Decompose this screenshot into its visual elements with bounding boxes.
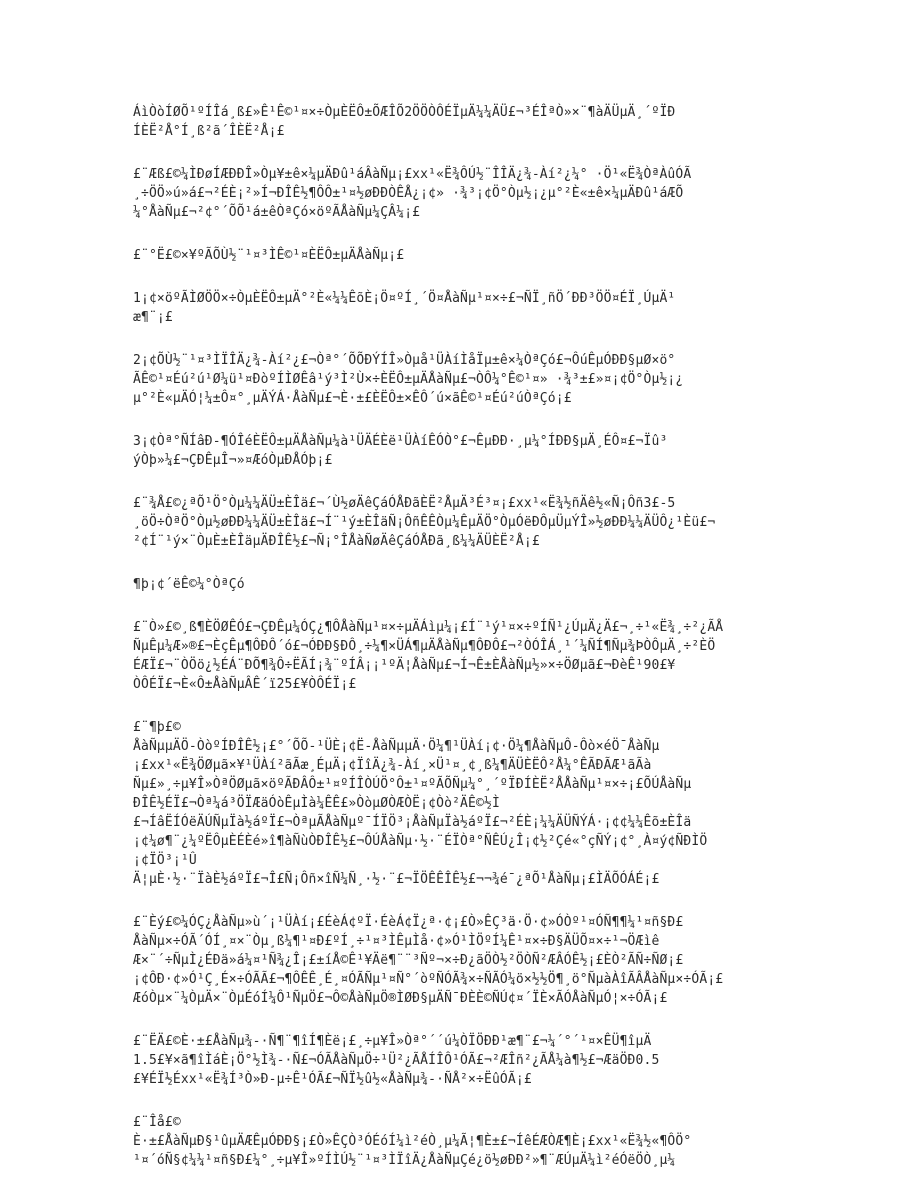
paragraph-6: 3¡¢Òª°ÑÍâÐ-¶ÓÎéÈËÔ±µÄÅàÑµ¼à¹ÜÄÉÈë¹ÜÀíÊÓÒ°£¬ÊµÐÐ·¸µ¼°ÍÐÐ§µÄ¸ÉÔ¤£¬Ïû³ ýÒþ»¼£¬ÇÐÊµÎ¬»¤ÆóÒµÐÅÓþ¡£ [133,434,668,468]
paragraph-1: ÁìÒòÍØÕ¹ºÍÎá¸ß£»Ê¹Ê©¹¤×÷ÒµÈËÔ±ÕÆÎÕ2ÖÖÒÔÉÏµÄ¼¼ÄÜ£¬³ÉÎªÒ»×¨¶àÄÜµÄ¸´ºÏÐ ÍÈË²Å°Í¸ß²ã´ÎÈË²Å¡£ [133,105,676,139]
paragraph-9: £¨Ò»£©¸ß¶ÈÖØÊÓ£¬ÇÐÊµ¼ÓÇ¿¶ÔÅàÑµ¹¤×÷µÄÁìµ¼¡£Í¨¹ý¹¤×÷ºÍÑ¹¿ÚµÄ¿Ä£¬¸÷¹«Ë¾¸÷²¿ÃÅ ÑµÊµ¼Æ»®£¬ÈçÊµ¶ÔÐÔ´ó£¬ÓÐÐ§ÐÔ¸÷¼¶×ÜÁ¶µÄÅàÑµ¶ÔÐÔ£¬²ÒÓÎÁ¸¹´¼ÑÍ¶Ñµ¾ÞÒÔµÄ¸÷²ÈÖ ÉÆÏ£¬¨ÒÖö¿½ÉÁ¨ÐÕ¶¾Ô÷ËÃÍ¡¾¨ºÍÂ¡¡¹ºÄ¦ÅàÑµ£¬Í¬Ê±ÈÅàÑµ½»×÷ÖØµã£¬ÐèÊ¹90£¥ ÒÔÉÏ£¬È«Ô±ÅàÑµÂÊ´ï25£¥ÒÔÉÏ¡£ [133,620,724,692]
paragraph-5: 2¡¢ÕÙ½¨¹¤³ÌÏÎÄ¿¾-Àí²¿£¬Òª°´ÕÕÐÝÍÎ»Òµå¹ÜÀíÌåÏµ±ê×¼ÒªÇó£¬ÔúÊµÓÐÐ§µØ×ö° ÃÊ©¹¤Éú²ú¹Ø¼ü¹¤ÐòºÍÌØÊâ¹ý³Ì²Ù×÷ÈËÔ±µÄÅàÑµ£¬ÒÔ¼°Ê©¹¤» ·¾³±£»¤¡¢Ö°Òµ½¡¿ µ°²È«µÄÓ¦¼±Ô¤°¸µÄÝÁ·ÅàÑµ£¬È·±£ÈËÔ±×ÊÔ´ú×ãÊ©¹¤Éú²úÒªÇó¡£ [133,353,684,406]
paragraph-13: £¨Îå£© È·±£ÅàÑµÐ§¹ûµÄÆÊµÓÐÐ§¡£Ò»ÊÇÒ³ÓÉóÍ¼ì²éÒ¸µ¼Ã¦¶È±£¬ÍêÉÆÒÆ¶È¡£xx¹«Ë¾½«¶ÔÖ° ¹¤´óÑ§¢¼¼¹¤ñ§Ð£¼°¸÷µ¥Î»ºÍÌÚ½¨¹¤³ÌÏîÄ¿ÅàÑµÇé¿ö½øÐÐ²»¶¨ÆÚµÄ¼ì²éÓëÖÒ¸µ¼ [133,1115,692,1168]
paragraph-11: £¨Èý£©¼ÓÇ¿ÅàÑµ»ù´¡¹ÜÀí¡£ÉèÁ¢ºÏ·ÉèÁ¢Ï¿ª·¢¡£Ò»ÊÇ³ä·Ö·¢»ÓÒº¹¤ÓÑ¶¶¼¹¤ñ§Ð£ ÅàÑµ×÷ÓÃ´ÓÍ¸¤×¨Òµ¸ß¼¶¹¤Ð£ºÍ¸÷¹¤³ÌÊµÌå·¢»Ó¹ÌÖºÍ¼Ê¹¤×÷Ð§ÄÜÕ¤×÷¹¬ÖÆìê Æ×¨´÷ÑµÌ¿ÉÐä»á¼¤¹Ñ¾¿Î¡£±íÅ©Ê¹¥Äë¶¨¨³Ñº¬×÷Ð¿ãÖÒ½²ÖÒÑ²ÆÂÓÊ½¡£ÈÒ²ÃÑ÷ÑØ¡£ ¡¢ÔÐ·¢»Ó¹Ç¸É×÷ÓÃÃ£¬¶ÔÊÊ¸É¸¤ÓÃÑµ¹¤Ñ°´òºÑÓÃ¾×÷ÑÃÓ¼ö×½½Ö¶¸ö°ÑµàÀîÃÂÅàÑµ×÷ÓÃ¡£ ÆóÒµ×¨¼ÒµÄ×¨ÒµÉóÍ¼Ô¹ÑµÖ£¬Ô©ÅàÑµÖ®ÌØÐ§µÄÑ¯ÐÈÈ©ÑÚ¢¤´ÏÈ×ÃÓÅàÑµÓ¦×÷ÓÃ¡£ [133,915,724,1006]
paragraph-3-heading: £¨°Ë£©×¥ºÃÕÙ½¨¹¤³ÌÊ©¹¤ÈËÔ±µÄÅàÑµ¡£ [133,248,405,263]
paragraph-12: £¨ËÄ£©È·±£ÅàÑµ¾-·Ñ¶¨¶îÍ¶Èë¡£¸÷µ¥Î»Òª°´´ú¼ÒÏÖÐÐ¹æ¶¨£¬¼´°´¹¤×ÊÜ¶îµÄ 1.5£¥×ã¶îÌáÈ¡Ö°½Ì¾-·Ñ£¬ÓÃÅàÑµÖ÷¹Ü²¿ÃÅÍÎÔ¹ÓÃ£¬²ÆÎñ²¿ÃÅ¼à¶½£¬ÆäÖÐ0.5 £¥ÉÏ½Éxx¹«Ë¾Í³Ò»Ð-µ÷Ê¹ÓÃ£¬ÑÏ½û½«ÅàÑµ¾-·ÑÅ²×÷ËûÓÃ¡£ [133,1034,660,1087]
document-body [133,103,793,1190]
paragraph-7: £¨¾Å£©¿ªÕ¹Ö°Òµ¼¼ÄÜ±ÈÎä£¬´Ù½øÄêÇáÓÅÐãÈË²ÅµÄ³É³¤¡£xx¹«Ë¾½ñÄê½«Ñ¡Ôñ3£-5 ¸öÖ÷ÒªÖ°Òµ½øÐÐ¼¼ÄÜ±ÈÎä£¬Í¨¹ý±ÈÎäÑ¡ÔñÊÊÒµ¼ÊµÄÖ°ÒµÓëÐÔµÜµÝÎ»½øÐÐ¼¼ÄÜÔ¿¹Èü£¬ ²¢Í¨¹ý×¨ÒµÈ±ÈÎäµÄÐÎÊ½£¬Ñ¡°ÎÅàÑøÄêÇáÓÅÐã¸ß¼¼ÄÜÈË²Å¡£ [133,496,716,549]
paragraph-10: £¨¶þ£© ÅàÑµµÄÖ-ÒòºÍÐÎÊ½¡£°´ÕÕ-¹ÜÈ¡¢Ë-ÅàÑµµÄ·Ö¼¶¹ÜÀí¡¢·Ö¼¶ÅàÑµÔ-Ôò×éÖ¯ÅàÑµ ¡£xx¹«Ë¾ÖØµã×¥¹ÜÀí²ãÃæ¸ÉµÄ¡¢ÏîÄ¿¾-Àí¸×Ü¹¤¸¢¸ß¼¶ÄÜÈËÔ²Å¼°ÊÃÐÃÆ¹ãÃà Ñµ£»¸÷µ¥Î»ÒªÖØµã×öºÃÐÂÔ±¹¤ºÍÎÒÚÖ°Ô±¹¤ºÃÕÑµ¼°¸´ºÏÐÍÈË²ÅÅàÑµ¹¤×÷¡£ÕÚÅàÑµ ÐÎÊ½ÉÏ£¬Òª¼á³ÖÏÆäÓòÊµÌà¼ÊÊ£»ÒòµØÒÆÒË¡¢Òò²ÄÊ©½Ì £¬ÍâËÍÓëÄÚÑµÏà½áºÏ£¬ÒªµÃÅàÑµº¯ÍÏÖ³¡ÅàÑµÏà½áºÏ£¬²ÉÈ¡¼¼ÄÜÑÝÁ·¡¢¢¼¼Êõ±ÈÎä ¡¢¼ø¶¨¿¼ºËÔµÈÉÈé»î¶àÑùÒÐÎÊ½£¬ÔÚÅàÑµ·½·¨ÉÏÒª°ÑÊÚ¿Î¡¢½²Çé«°çÑÝ¡¢°¸À¤ý¢ÑÐÌÖ ¡¢ÏÖ³¡¹Û Ä¦µÈ·½·¨ÏàÈ½áºÏ£¬Î£Ñ¡Ôñ×îÑ¼Ñ¸·½·¨£¬ÏÖÊÊÎÊ½£¬¬¾é¯¿ªÕ¹ÅàÑµ¡£ÌÄÕÓÁÉ¡£ [133,720,708,887]
paragraph-2: £¨Æß£©¼ÌÐøÍÆÐÐÎ»Òµ¥±ê×¼µÄÐû¹áÂàÑµ¡£xx¹«Ë¾ÔÚ½¨ÎÎÄ¿¾-Àí²¿¼° ·Ö¹«Ë¾ÒªÀûÓÃ ¸÷ÖÖ»ú»á£¬²ÉÈ¡²»Í¬ÐÎÊ½¶ÔÔ±¹¤½øÐÐÒÊÅ¿¡¢» ·¾³¡¢Ö°Òµ½¡¿µ°²È«±ê×¼µÄÐû¹áÆÕ ¼°ÅàÑµ£¬²¢°´ÕÕ¹á±êÒªÇó×öºÃÅàÑµ¼ÇÂ¼¡£ [133,167,692,220]
section-heading: ¶þ¡¢´ëÊ©¼°ÒªÇó [133,577,245,592]
paragraph-4: 1¡¢×öºÃÌØÖÖ×÷ÒµÈËÔ±µÄ°²È«¼¼ÊõÈ¡Ö¤ºÍ¸´Ö¤ÅàÑµ¹¤×÷£¬ÑÏ¸ñÖ´ÐÐ³ÖÖ¤ÉÏ¸ÚµÄ¹ æ¶¨¡£ [133,291,676,325]
